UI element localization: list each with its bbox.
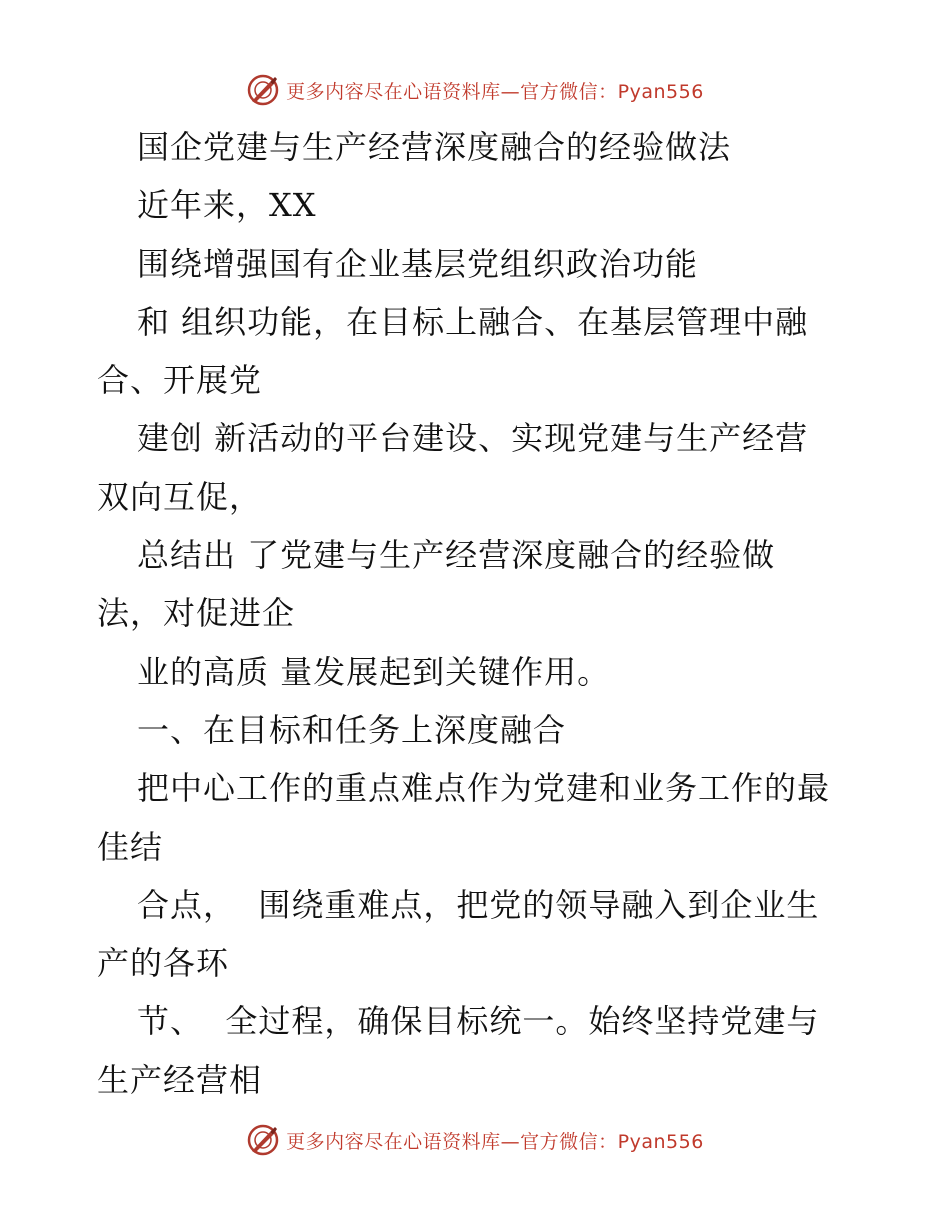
document-line: 生产经营相 bbox=[97, 1060, 263, 1099]
header-watermark-banner bbox=[0, 70, 950, 110]
footer-watermark-banner bbox=[0, 1120, 950, 1160]
document-line: 节、 全过程，确保目标统一。始终坚持党建与 bbox=[137, 1002, 820, 1041]
document-line: 合、开展党 bbox=[97, 361, 263, 400]
document-body bbox=[97, 118, 867, 1109]
pen-logo-icon bbox=[246, 73, 280, 107]
document-line: 产的各环 bbox=[97, 944, 230, 983]
document-line: 一、在目标和任务上深度融合 bbox=[137, 710, 567, 749]
document-line: 建创 新活动的平台建设、实现党建与生产经营 bbox=[137, 419, 809, 458]
document-line: 总结出 了党建与生产经营深度融合的经验做 bbox=[137, 536, 776, 575]
document-line: 合点， 围绕重难点，把党的领导融入到企业生 bbox=[137, 885, 820, 924]
footer-watermark-text: 更多内容尽在心语资料库—官方微信：Pyan556 bbox=[286, 1130, 704, 1153]
document-line: 佳结 bbox=[97, 827, 164, 866]
document-line: 和 组织功能，在目标上融合、在基层管理中融 bbox=[137, 302, 809, 341]
document-line: 业的高质 量发展起到关键作用。 bbox=[137, 652, 611, 691]
header-watermark-text: 更多内容尽在心语资料库—官方微信：Pyan556 bbox=[286, 80, 704, 103]
document-line: 把中心工作的重点难点作为党建和业务工作的最 bbox=[137, 769, 831, 808]
pen-logo-icon bbox=[246, 1123, 280, 1157]
document-line: 围绕增强国有企业基层党组织政治功能 bbox=[137, 244, 699, 283]
document-line: 国企党建与生产经营深度融合的经验做法 bbox=[137, 128, 732, 166]
document-line: 法，对促进企 bbox=[97, 594, 296, 633]
document-line: 近年来，XX bbox=[137, 186, 317, 225]
document-line: 双向互促， bbox=[97, 477, 263, 516]
